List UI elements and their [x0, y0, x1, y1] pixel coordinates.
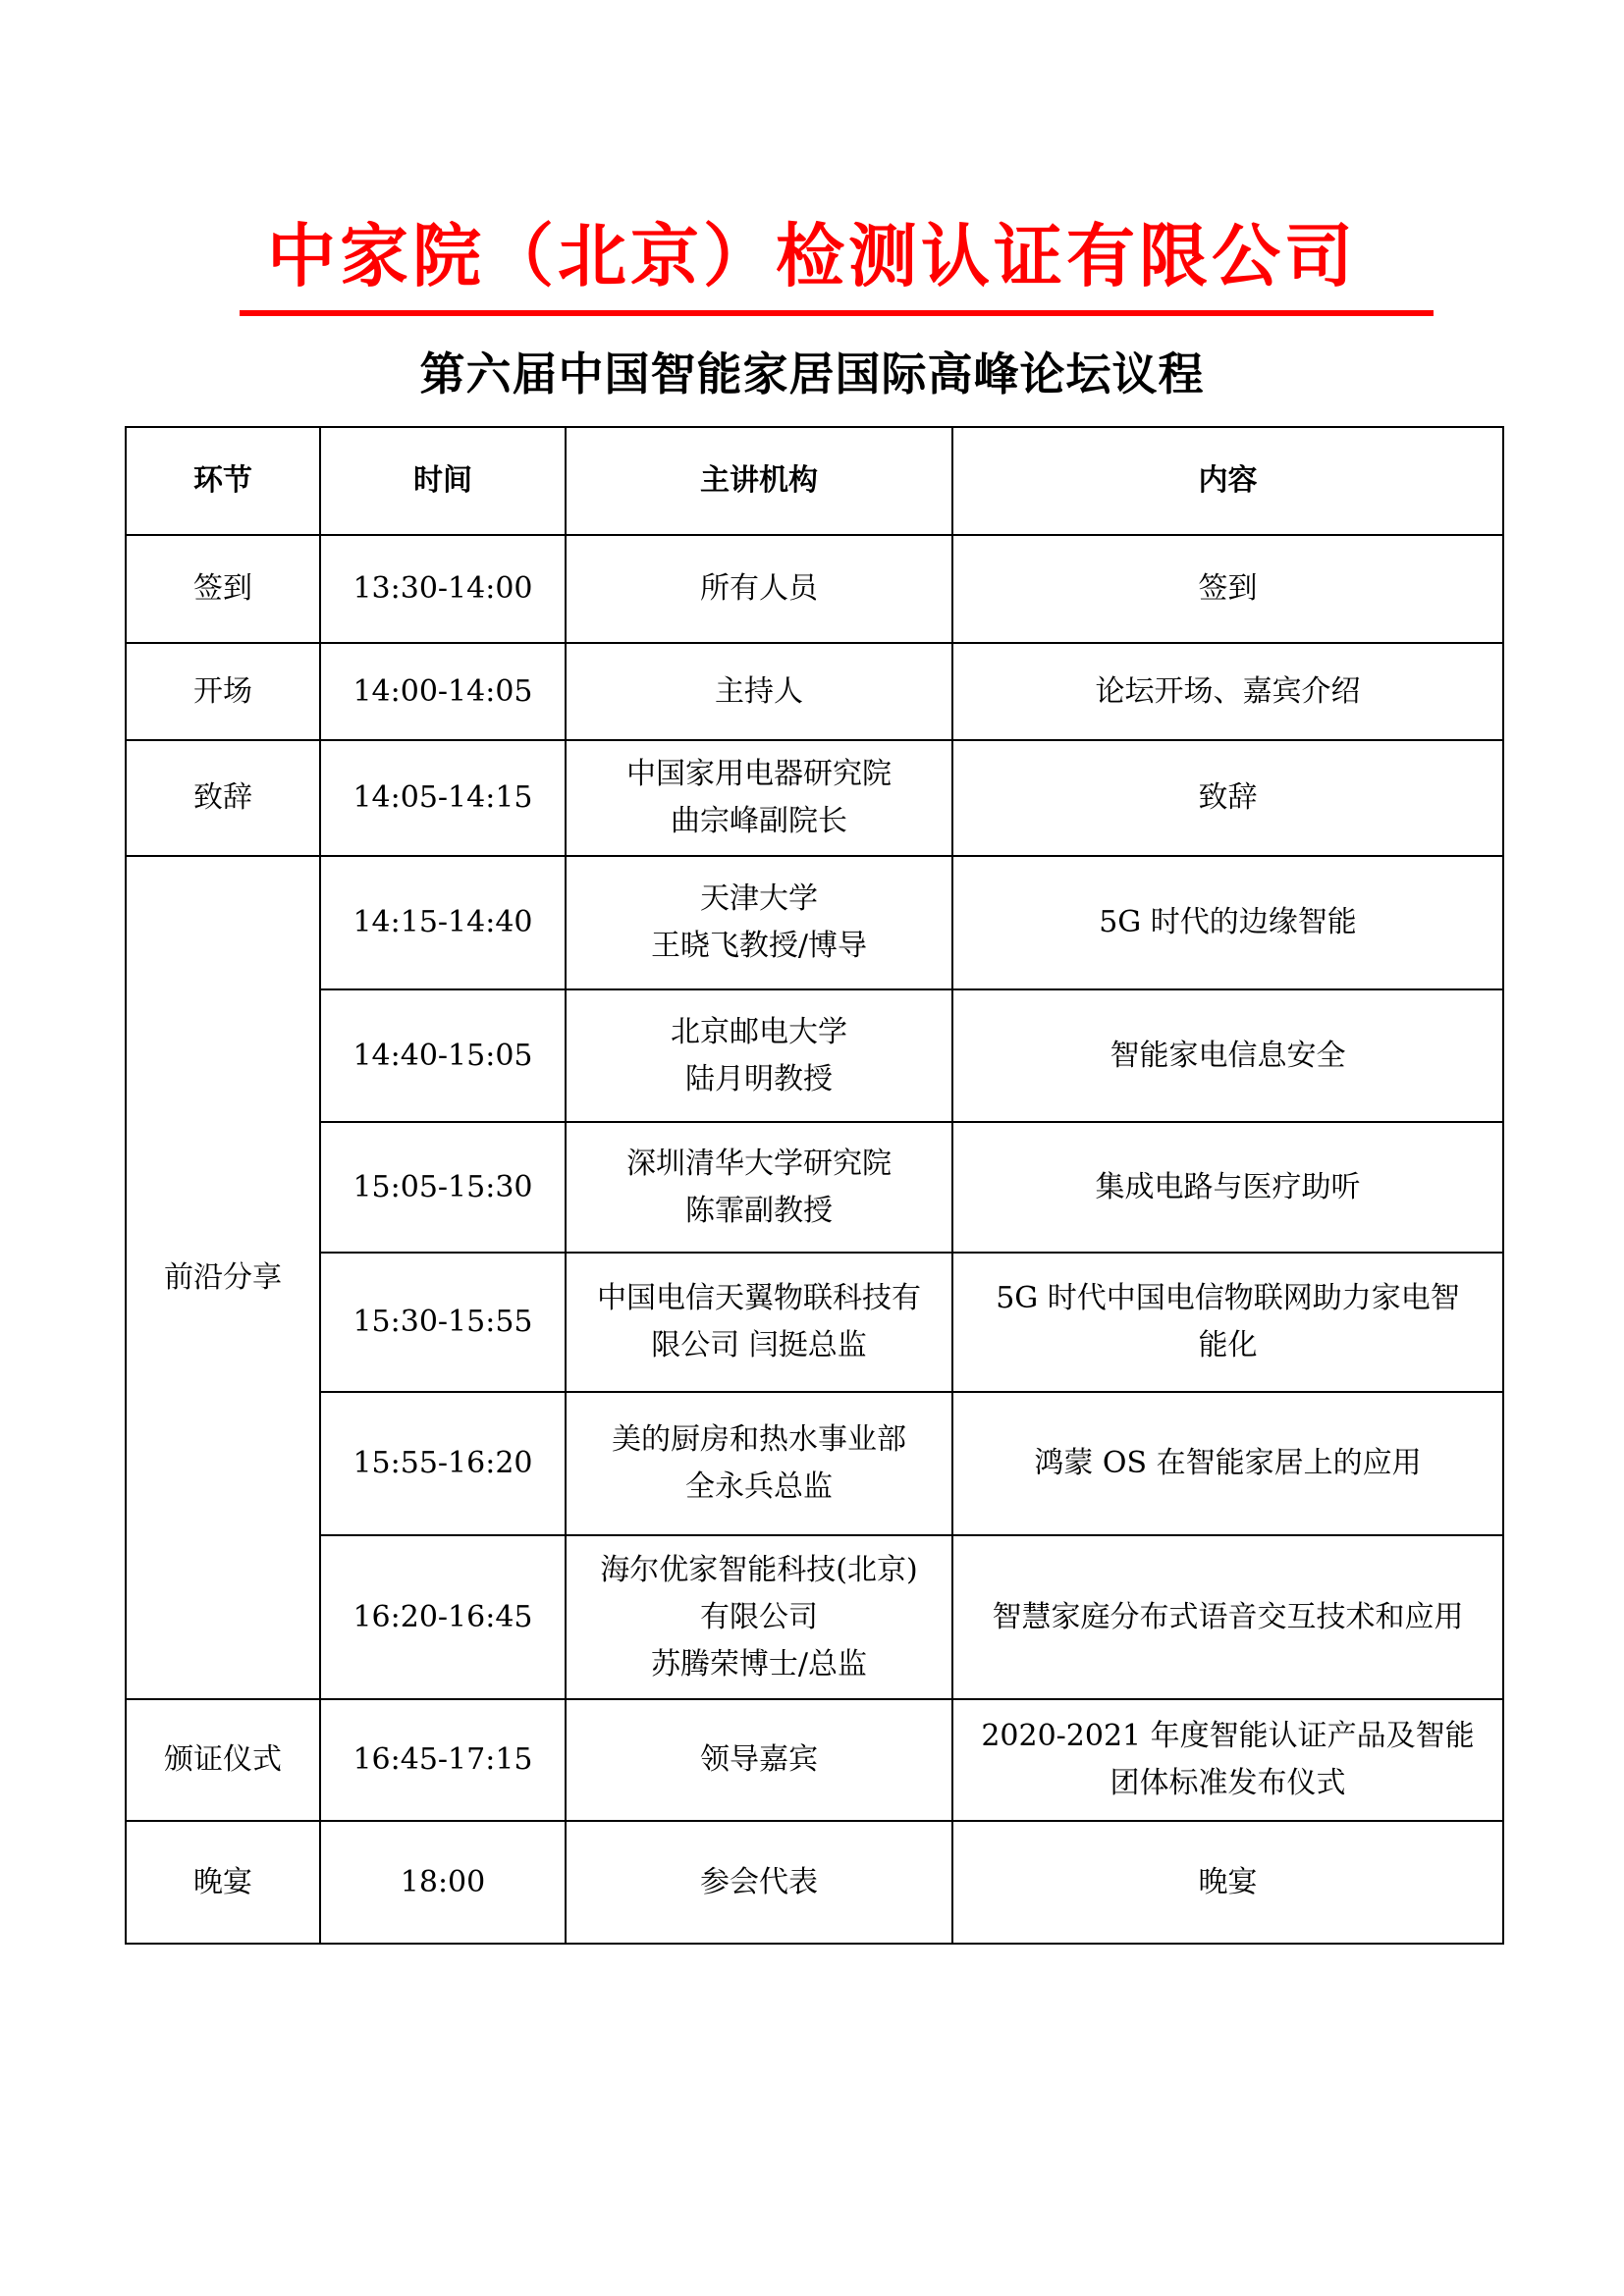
content-cell [952, 643, 1503, 740]
speaker-line: 主持人 [715, 673, 803, 709]
time-cell: 15:30-15:55 [320, 1253, 566, 1392]
speaker-line: 深圳清华大学研究院 [626, 1146, 892, 1181]
column-header-speaker: 主讲机构 [566, 427, 952, 535]
segment-cell: 开场 [126, 643, 320, 740]
content-line: 2020-2021 年度智能认证产品及智能 [981, 1719, 1475, 1753]
table-row [126, 1392, 1503, 1535]
column-header-time: 时间 [320, 427, 566, 535]
speaker-line: 北京邮电大学 [671, 1014, 847, 1049]
speaker-cell [566, 856, 952, 989]
content-cell [952, 1392, 1503, 1535]
speaker-line: 有限公司 [700, 1599, 818, 1634]
speaker-line: 中国家用电器研究院 [626, 757, 892, 791]
table-row [126, 989, 1503, 1122]
segment-cell: 晚宴 [126, 1821, 320, 1944]
page-title: 第六届中国智能家居国际高峰论坛议程 [419, 347, 1205, 400]
speaker-cell [566, 1535, 952, 1699]
table-row [126, 1253, 1503, 1392]
table-header-row [126, 427, 1503, 535]
content-cell [952, 535, 1503, 643]
speaker-cell [566, 989, 952, 1122]
table-row [126, 1535, 1503, 1699]
speaker-line: 全永兵总监 [685, 1469, 833, 1504]
content-line: 晚宴 [1198, 1864, 1258, 1899]
header-divider [240, 310, 1434, 316]
content-line: 集成电路与医疗助听 [1095, 1169, 1361, 1204]
speaker-line: 曲宗峰副院长 [671, 804, 847, 838]
speaker-line: 限公司 闫挺总监 [651, 1328, 867, 1362]
time-cell: 14:05-14:15 [320, 740, 566, 856]
company-name: 中家院（北京）检测认证有限公司 [267, 216, 1357, 296]
speaker-line: 陈霏副教授 [685, 1193, 833, 1228]
speaker-cell [566, 643, 952, 740]
segment-cell: 签到 [126, 535, 320, 643]
content-line: 团体标准发布仪式 [1110, 1766, 1346, 1800]
content-cell [952, 856, 1503, 989]
speaker-line: 领导嘉宾 [700, 1742, 818, 1777]
time-cell: 15:55-16:20 [320, 1392, 566, 1535]
content-cell [952, 1253, 1503, 1392]
time-cell: 13:30-14:00 [320, 535, 566, 643]
time-cell: 18:00 [320, 1821, 566, 1944]
time-cell: 14:00-14:05 [320, 643, 566, 740]
table-row [126, 643, 1503, 740]
speaker-cell [566, 535, 952, 643]
speaker-cell [566, 1699, 952, 1821]
speaker-cell [566, 1392, 952, 1535]
time-cell: 14:40-15:05 [320, 989, 566, 1122]
content-cell [952, 989, 1503, 1122]
content-line: 5G 时代的边缘智能 [1099, 905, 1357, 939]
speaker-line: 中国电信天翼物联科技有 [597, 1281, 921, 1315]
column-header-content: 内容 [952, 427, 1503, 535]
content-cell [952, 740, 1503, 856]
content-line: 论坛开场、嘉宾介绍 [1095, 673, 1361, 709]
segment-cell: 颁证仪式 [126, 1699, 320, 1821]
speaker-line: 美的厨房和热水事业部 [612, 1422, 906, 1457]
segment-cell: 前沿分享 [126, 856, 320, 1699]
speaker-cell [566, 1821, 952, 1944]
table-row [126, 1699, 1503, 1821]
time-cell: 14:15-14:40 [320, 856, 566, 989]
column-header-segment: 环节 [126, 427, 320, 535]
content-cell [952, 1821, 1503, 1944]
content-line: 智能家电信息安全 [1110, 1038, 1346, 1073]
agenda-table [125, 426, 1504, 1945]
time-cell: 15:05-15:30 [320, 1122, 566, 1253]
speaker-cell [566, 740, 952, 856]
speaker-line: 陆月明教授 [685, 1061, 833, 1096]
time-cell: 16:45-17:15 [320, 1699, 566, 1821]
content-cell [952, 1535, 1503, 1699]
content-line: 签到 [1198, 571, 1258, 606]
speaker-line: 王晓飞教授/博导 [650, 929, 868, 963]
content-cell [952, 1699, 1503, 1821]
speaker-line: 苏腾荣博士/总监 [650, 1646, 868, 1682]
content-cell [952, 1122, 1503, 1253]
content-line: 鸿蒙 OS 在智能家居上的应用 [1034, 1446, 1422, 1480]
speaker-cell [566, 1253, 952, 1392]
speaker-line: 所有人员 [700, 571, 818, 606]
table-row [126, 856, 1503, 989]
content-line: 5G 时代中国电信物联网助力家电智 [996, 1281, 1460, 1315]
speaker-line: 天津大学 [700, 881, 818, 916]
content-line: 智慧家庭分布式语音交互技术和应用 [992, 1599, 1464, 1634]
speaker-line: 海尔优家智能科技(北京) [600, 1552, 918, 1587]
segment-cell: 致辞 [126, 740, 320, 856]
content-line: 能化 [1198, 1328, 1258, 1362]
content-line: 致辞 [1198, 780, 1258, 815]
speaker-line: 参会代表 [700, 1864, 818, 1899]
table-row [126, 1821, 1503, 1944]
table-row [126, 1122, 1503, 1253]
table-row [126, 535, 1503, 643]
table-row [126, 740, 1503, 856]
time-cell: 16:20-16:45 [320, 1535, 566, 1699]
speaker-cell [566, 1122, 952, 1253]
